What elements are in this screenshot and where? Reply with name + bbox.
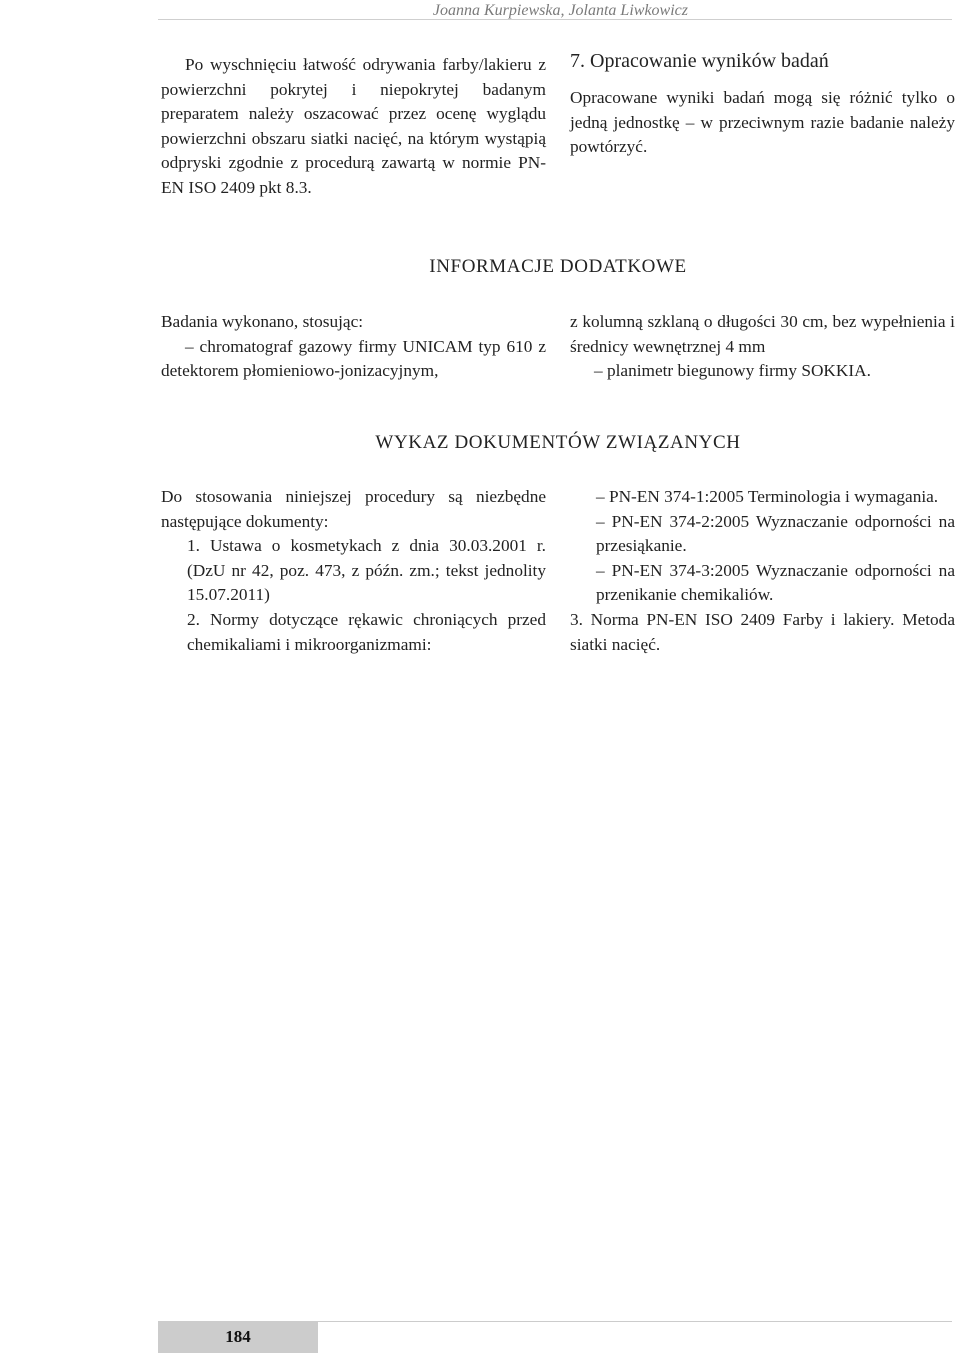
docs-item-1: 1. Ustawa o kosmetykach z dnia 30.03.2001 r. (DzU nr 42, poz. 473, z późn. zm.; tekst jednolity 15.07.2011)	[187, 536, 546, 605]
info-item-1-part-1: – chromatograf gazowy firmy UNICAM typ 610 z detektorem płomieniowo-jonizacyjnym,	[161, 336, 546, 381]
section-7-text: Opracowane wyniki badań mogą się różnić tylko o jedną jednostkę – w przeciwnym razie badanie należy powtórzyć.	[570, 88, 955, 157]
docs-sub-item-3: – PN-EN 374-3:2005 Wyznaczanie odporności na przenikanie chemikaliów.	[596, 560, 955, 605]
info-right-column	[570, 310, 955, 384]
docs-sub-item-1: – PN-EN 374-1:2005 Terminologia i wymagania.	[596, 487, 939, 506]
docs-heading: WYKAZ DOKUMENTÓW ZWIĄZANYCH	[375, 432, 741, 453]
info-item-2: – planimetr biegunowy firmy SOKKIA.	[594, 361, 871, 381]
page-number-bar	[158, 1321, 318, 1353]
info-left-column	[161, 310, 546, 384]
docs-item-3: 3. Norma PN-EN ISO 2409 Farby i lakiery. Metoda siatki nacięć.	[570, 609, 955, 654]
info-item-1-part-2: z kolumną szklaną o długości 30 cm, bez wypełnienia i średnicy wewnętrznej 4 mm	[570, 312, 955, 356]
footer-rule	[318, 1321, 952, 1322]
info-heading: INFORMACJE DODATKOWE	[429, 256, 687, 277]
running-head-authors: Joanna Kurpiewska, Jolanta Liwkowicz	[432, 2, 688, 19]
intro-paragraph: Po wyschnięciu łatwość odrywania farby/lakieru z powierzchni pokrytej i niepokrytej badanym preparatem należy oszacować przez ocenę wyglądu powierzchni obszaru siatki nacięć, na którym wystąpią odpryski zgodnie z procedurą zawartą w normie PN-EN ISO 2409 pkt 8.3.	[161, 55, 546, 197]
docs-left-column	[161, 485, 546, 657]
docs-sub-item-2: – PN-EN 374-2:2005 Wyznaczanie odporności na przesiąkanie.	[596, 511, 955, 556]
info-intro: Badania wykonano, stosując:	[161, 312, 364, 331]
docs-item-2: 2. Normy dotyczące rękawic chroniących przed chemikaliami i mikroorganizmami:	[187, 609, 546, 654]
intro-right-column	[570, 48, 955, 160]
page-number: 184	[225, 1327, 251, 1346]
docs-intro: Do stosowania niniejszej procedury są niezbędne następujące dokumenty:	[161, 487, 546, 531]
section-7-heading: 7. Opracowanie wyników badań	[570, 50, 829, 72]
intro-left-column	[161, 53, 546, 201]
docs-right-column	[570, 485, 955, 657]
